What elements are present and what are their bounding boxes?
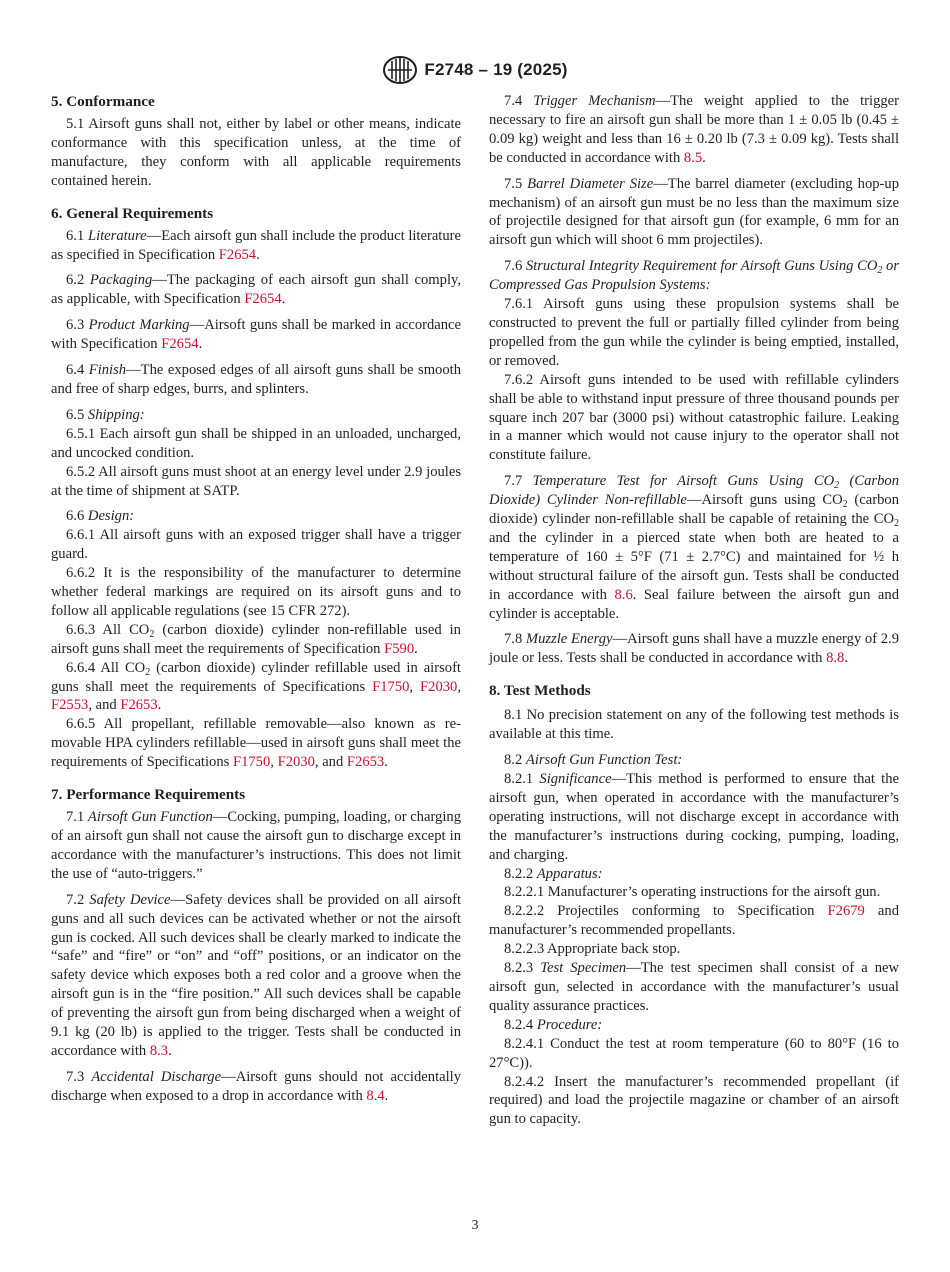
paragraph-8-2: 8.2 Airsoft Gun Function Test:	[504, 752, 683, 769]
ref-8-5-link[interactable]: 8.5	[683, 149, 703, 166]
paragraph-7-4: 7.4 Trigger Mechanism—The weight applied to the trigger necessary to fire an airsoft gun shall be more than 1 ± 0.05 lb (0.45 ± 0.09 kg) weight and less than 16 ± 0.20 lb (7.3 ± 0.09 kg). Tests shall be conducted in accordance with 8.5.	[489, 93, 899, 166]
page-header	[0, 54, 950, 86]
ref-f2679-link[interactable]: F2679	[827, 903, 865, 920]
ref-f1750-link[interactable]: F1750	[372, 678, 410, 695]
paragraph-6-6-2: 6.6.2 It is the responsibility of the manufacturer to determine whether federal markings are required on its airsoft guns and to follow all applicable regulations (see 15 CFR 272).	[51, 565, 461, 619]
ref-f2030-link[interactable]: F2030	[420, 678, 458, 695]
paragraph-5-1: 5.1 Airsoft guns shall not, either by label or other means, indicate conformance with this specification unless, at the time of manufacture, they conform with all applicable requirements contained herein.	[51, 116, 461, 189]
ref-f2030-link[interactable]: F2030	[277, 754, 315, 771]
paragraph-7-6-2: 7.6.2 Airsoft guns intended to be used with refillable cylinders shall be able to withstand input pressure of three thousand pounds per square inch 207 bar (3000 psi) without catastrophic failure. Leaking in a manner which would not cause injury to the operator shall not constitute failure.	[489, 371, 899, 464]
paragraph-7-7: 7.7 Temperature Test for Airsoft Guns Using $CO_2$ (Carbon Dioxide) Cylinder Non-refillable—Airsoft guns using $CO_2$ (carbon dioxide) cylinder non-refillable shall be capable of retaining the $CO_2$ and the cylinder in a pierced state when both are heated to a temperature of 160 ± 5°F (71 ± 2.7°C) and maintained for ½ h without structural failure of the airsoft gun. Tests shall be conducted in accordance with 8.6. Seal failure between the airsoft gun and cylinder is acceptable.	[489, 473, 900, 622]
ref-f2653-link[interactable]: F2653	[120, 697, 158, 714]
paragraph-6-5: 6.5 Shipping:	[66, 406, 145, 423]
paragraph-6-6-1: 6.6.1 All airsoft guns with an exposed trigger shall have a trigger guard.	[51, 527, 461, 563]
paragraph-8-2-4: 8.2.4 Procedure:	[504, 1016, 603, 1033]
paragraph-8-1: 8.1 No precision statement on any of the following test methods is available at this time.	[489, 707, 899, 743]
paragraph-8-2-4-2: 8.2.4.2 Insert the manufacturer’s recommended propellant (if required) and load the projectile magazine or chamber of an airsoft gun to capacity.	[489, 1073, 899, 1128]
section-5-heading: 5. Conformance	[51, 93, 155, 110]
paragraph-6-6-3: 6.6.3 All $CO_2$ (carbon dioxide) cylinder non-refillable used in airsoft guns shall meet the requirements of Specification F590.	[51, 621, 461, 657]
paragraph-6-6: 6.6 Design:	[66, 508, 135, 525]
section-8-heading: 8. Test Methods	[489, 682, 591, 700]
paragraph-7-6: 7.6 Structural Integrity Requirement for Airsoft Guns Using $CO_2$ or Compressed Gas Propulsion Systems:	[489, 258, 899, 294]
left-column	[51, 92, 461, 1106]
paragraph-6-6-5: 6.6.5 All propellant, refillable removable—also known as re-movable HPA cylinders refillable—used in airsoft guns shall meet the requirements of Specifications F1750, F2030, and F2653.	[51, 716, 461, 771]
ref-f590-link[interactable]: F590	[384, 640, 415, 657]
document-designation: F2748 – 19 (2025)	[424, 60, 568, 79]
paragraph-8-2-3: 8.2.3 Test Specimen—The test specimen shall consist of a new airsoft gun, selected in accordance with the manufacturer’s usual quality assurance practices.	[489, 960, 900, 1014]
paragraph-8-2-2-3: 8.2.2.3 Appropriate back stop.	[504, 941, 681, 958]
ref-8-3-link[interactable]: 8.3	[149, 1042, 169, 1059]
paragraph-7-1: 7.1 Airsoft Gun Function—Cocking, pumping, loading, or charging of an airsoft gun shall not cause the airsoft gun to discharge except in accordance with the manufacturer’s instructions. This does not limit the use of “auto-triggers.”	[51, 809, 461, 882]
paragraph-7-5: 7.5 Barrel Diameter Size—The barrel diameter (excluding hop-up mechanism) of an airsoft gun must be no less than the maximum size of projectile designed for that airsoft gun (for example, 6 mm for an airsoft gun which will shoot 6 mm projectiles).	[489, 175, 899, 249]
paragraph-7-2: 7.2 Safety Device—Safety devices shall be provided on all airsoft guns and all such devices can be activated whether or not the airsoft gun is cocked. All such devices shall be clearly marked to indicate the “safe” and “fire” or “on” and “off” positions, or an indicator on the safety device which exposes both a red color and a groove when the airsoft gun is in the “fire position.” All such devices shall be capable of preventing the airsoft gun from being discharged when a weight of 9.1 kg (20 lb) is applied to the trigger. Tests shall be conducted in accordance with 8.3.	[51, 891, 461, 1059]
ref-f1750-link[interactable]: F1750	[232, 754, 271, 771]
paragraph-8-2-2-1: 8.2.2.1 Manufacturer’s operating instructions for the airsoft gun.	[504, 884, 881, 901]
paragraph-6-5-1: 6.5.1 Each airsoft gun shall be shipped in an unloaded, uncharged, and uncocked condition.	[51, 425, 461, 461]
paragraph-6-4: 6.4 Finish—The exposed edges of all airsoft guns shall be smooth and free of sharp edges, burrs, and splinters.	[51, 362, 462, 397]
section-6-heading: 6. General Requirements	[51, 204, 214, 222]
ref-8-8-link[interactable]: 8.8	[826, 650, 845, 667]
ref-f2654-link[interactable]: F2654	[218, 246, 257, 263]
paragraph-7-6-1: 7.6.1 Airsoft guns using these propulsion systems shall be constructed to prevent the full or partially filled cylinder from being propelled from the gun while the cylinder is being emptied, installed, or removed.	[489, 296, 899, 369]
paragraph-8-2-4-1: 8.2.4.1 Conduct the test at room temperature (60 to 80°F (16 to 27°C)).	[489, 1035, 899, 1071]
ref-f2654-link[interactable]: F2654	[244, 291, 282, 308]
paragraph-8-2-2-2: 8.2.2.2 Projectiles conforming to Specification F2679 and manufacturer’s recommended propellants.	[489, 903, 899, 939]
paragraph-6-3: 6.3 Product Marking—Airsoft guns shall be marked in accordance with Specification F2654.	[51, 317, 461, 353]
page-number: 3	[471, 1218, 479, 1233]
astm-logo-icon	[382, 55, 418, 85]
paragraph-7-8: 7.8 Muzzle Energy—Airsoft guns shall have a muzzle energy of 2.9 joule or less. Tests shall be conducted in accordance with 8.8.	[489, 631, 899, 667]
paragraph-6-5-2: 6.5.2 All airsoft guns must shoot at an energy level under 2.9 joules at the time of shipment at SATP.	[51, 463, 461, 499]
ref-8-6-link[interactable]: 8.6	[614, 586, 633, 603]
paragraph-8-2-1: 8.2.1 Significance—This method is performed to ensure that the airsoft gun, when operated in accordance with the manufacturer’s operating instructions, will not discharge except in accordance with the manufacturer’s instructions during cocking, pumping, loading, and charging.	[489, 771, 899, 863]
paragraph-6-6-4: 6.6.4 All $CO_2$ (carbon dioxide) cylinder refillable used in airsoft guns shall meet the requirements of Specifications F1750, F2030, F2553, and F2653.	[51, 659, 462, 714]
paragraph-8-2-2: 8.2.2 Apparatus:	[504, 865, 603, 882]
paragraph-6-1: 6.1 Literature—Each airsoft gun shall include the product literature as specified in Specification F2654.	[51, 227, 461, 263]
ref-8-4-link[interactable]: 8.4	[366, 1087, 385, 1104]
right-column	[489, 92, 899, 1129]
ref-f2654-link[interactable]: F2654	[161, 336, 199, 353]
paragraph-6-2: 6.2 Packaging—The packaging of each airsoft gun shall comply, as applicable, with Specification F2654.	[51, 272, 461, 308]
ref-f2653-link[interactable]: F2653	[346, 754, 385, 771]
ref-f2553-link[interactable]: F2553	[51, 697, 89, 714]
paragraph-7-3: 7.3 Accidental Discharge—Airsoft guns should not accidentally discharge when exposed to a drop in accordance with 8.4.	[51, 1068, 462, 1104]
section-7-heading: 7. Performance Requirements	[51, 786, 246, 804]
